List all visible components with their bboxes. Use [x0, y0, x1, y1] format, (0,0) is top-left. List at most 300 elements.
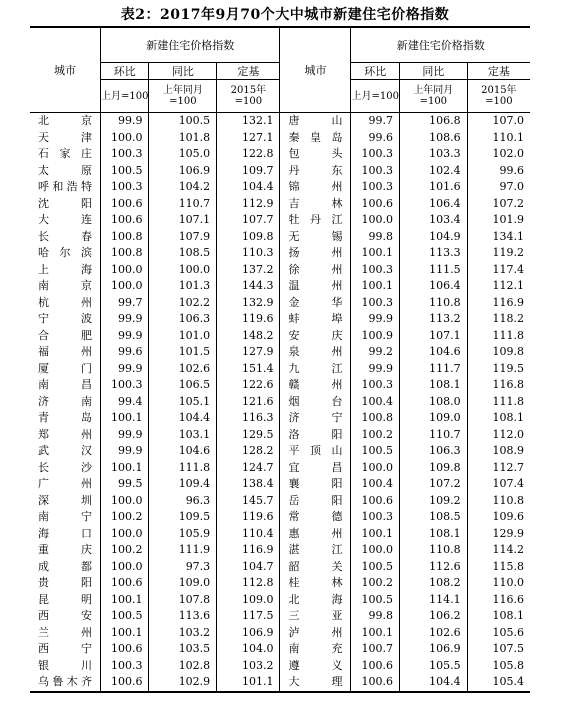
- index-value: 132.9: [217, 295, 280, 312]
- index-value: 99.5: [101, 476, 149, 493]
- index-value: 107.8: [149, 592, 217, 609]
- city-name: 秦皇岛: [280, 130, 351, 147]
- index-value: 101.9: [467, 212, 530, 229]
- city-name: 九江: [280, 361, 351, 378]
- table-row: [30, 278, 530, 295]
- index-value: 99.6: [467, 163, 530, 180]
- city-name: 泸州: [280, 625, 351, 642]
- index-value: 111.8: [149, 460, 217, 477]
- index-value: 102.6: [149, 361, 217, 378]
- index-value: 100.5: [149, 113, 217, 130]
- index-value: 107.2: [399, 476, 467, 493]
- city-name: 深圳: [38, 493, 92, 507]
- city-name: 昆明: [38, 592, 92, 606]
- index-value: 99.9: [101, 328, 149, 345]
- index-value: 100.8: [351, 410, 399, 427]
- city-name: 沈阳: [38, 196, 92, 210]
- table-row: [30, 344, 530, 361]
- index-value: 114.2: [467, 542, 530, 559]
- index-value: 100.2: [101, 542, 149, 559]
- index-value: 105.6: [467, 625, 530, 642]
- index-value: 128.2: [217, 443, 280, 460]
- index-value: 122.6: [217, 377, 280, 394]
- city-name: 烟台: [280, 394, 351, 411]
- index-value: 100.6: [101, 674, 149, 692]
- index-value: 104.2: [149, 179, 217, 196]
- index-value: 138.4: [217, 476, 280, 493]
- city-name: 青岛: [38, 411, 92, 424]
- index-value: 100.3: [351, 262, 399, 279]
- index-value: 100.9: [351, 328, 399, 345]
- index-value: 103.2: [217, 658, 280, 675]
- table-row: [30, 163, 530, 180]
- index-value: 109.2: [399, 493, 467, 510]
- index-value: 99.8: [351, 608, 399, 625]
- index-value: 116.9: [217, 542, 280, 559]
- table-row: [30, 460, 530, 477]
- table-row: [30, 295, 530, 312]
- index-value: 100.6: [351, 658, 399, 675]
- index-value: 100.5: [351, 592, 399, 609]
- table-row: [30, 575, 530, 592]
- index-value: 100.1: [101, 460, 149, 477]
- sub-yoy-right: 上年同月=100: [399, 80, 467, 113]
- index-value: 110.8: [399, 295, 467, 312]
- index-value: 117.5: [217, 608, 280, 625]
- index-value: 127.1: [217, 130, 280, 147]
- index-value: 145.7: [217, 493, 280, 510]
- city-name: 丹东: [280, 163, 351, 180]
- index-value: 111.8: [467, 394, 530, 411]
- city-name: 宁波: [38, 312, 92, 325]
- index-value: 100.5: [351, 559, 399, 576]
- index-value: 111.5: [399, 262, 467, 279]
- index-value: 102.2: [149, 295, 217, 312]
- index-value: 99.6: [101, 344, 149, 361]
- table-row: [30, 526, 530, 543]
- index-value: 101.5: [149, 344, 217, 361]
- index-value: 100.6: [351, 196, 399, 213]
- index-value: 107.2: [467, 196, 530, 213]
- index-value: 104.4: [217, 179, 280, 196]
- city-name: 兰州: [38, 625, 92, 639]
- index-value: 109.8: [399, 460, 467, 477]
- index-value: 105.0: [149, 146, 217, 163]
- table-row: [30, 245, 530, 262]
- index-value: 109.4: [149, 476, 217, 493]
- index-value: 109.7: [217, 163, 280, 180]
- city-name: 杭州: [38, 295, 92, 309]
- city-name: 遵义: [280, 658, 351, 675]
- index-value: 100.3: [101, 377, 149, 394]
- index-value: 100.1: [351, 625, 399, 642]
- index-value: 100.6: [101, 641, 149, 658]
- table-row: [30, 625, 530, 642]
- city-name: 重庆: [38, 543, 92, 556]
- index-value: 108.5: [399, 509, 467, 526]
- table-row: [30, 493, 530, 510]
- index-value: 100.0: [101, 526, 149, 543]
- sub-base-left: 2015年=100: [217, 80, 280, 113]
- table-row: [30, 146, 530, 163]
- table-row: [30, 377, 530, 394]
- index-value: 116.8: [467, 377, 530, 394]
- city-name: 乌鲁木齐: [30, 674, 101, 692]
- index-value: 106.9: [217, 625, 280, 642]
- index-value: 100.6: [101, 196, 149, 213]
- city-name: 南宁: [38, 510, 92, 523]
- table-row: [30, 196, 530, 213]
- table-row: [30, 328, 530, 345]
- index-value: 119.2: [467, 245, 530, 262]
- index-value: 105.4: [467, 674, 530, 692]
- index-value: 106.4: [399, 196, 467, 213]
- city-name: 石家庄: [38, 147, 92, 160]
- index-value: 100.5: [101, 163, 149, 180]
- index-value: 119.6: [217, 509, 280, 526]
- index-value: 105.1: [149, 394, 217, 411]
- city-name: 南充: [280, 641, 351, 658]
- table-title: 表2：2017年9月70个大中城市新建住宅价格指数: [120, 7, 450, 23]
- index-value: 101.1: [217, 674, 280, 692]
- index-value: 100.6: [101, 575, 149, 592]
- table-row: [30, 311, 530, 328]
- index-value: 100.6: [351, 674, 399, 692]
- table-row: [30, 361, 530, 378]
- index-value: 151.4: [217, 361, 280, 378]
- index-value: 108.5: [149, 245, 217, 262]
- index-value: 107.1: [399, 328, 467, 345]
- col-mom-right: 环比: [351, 63, 399, 80]
- city-name: 福州: [38, 345, 92, 358]
- index-value: 114.1: [399, 592, 467, 609]
- city-name: 无锡: [280, 229, 351, 246]
- index-value: 103.3: [399, 146, 467, 163]
- index-group-header-right: 新建住宅价格指数: [351, 27, 530, 63]
- city-name: 厦门: [38, 361, 92, 375]
- city-name: 平顶山: [280, 443, 351, 460]
- index-value: 100.3: [351, 163, 399, 180]
- table-row: [30, 542, 530, 559]
- city-name: 牡丹江: [280, 212, 351, 229]
- index-value: 108.1: [399, 526, 467, 543]
- index-value: 112.8: [217, 575, 280, 592]
- index-value: 113.3: [399, 245, 467, 262]
- index-value: 100.5: [351, 443, 399, 460]
- index-value: 106.9: [149, 163, 217, 180]
- index-value: 100.7: [351, 641, 399, 658]
- index-value: 100.3: [101, 658, 149, 675]
- city-name: 大连: [38, 213, 92, 226]
- index-value: 104.4: [399, 674, 467, 692]
- index-value: 100.4: [351, 476, 399, 493]
- index-value: 103.5: [149, 641, 217, 658]
- index-value: 104.6: [399, 344, 467, 361]
- city-name: 常德: [280, 509, 351, 526]
- city-name: 太原: [38, 163, 92, 177]
- index-value: 122.8: [217, 146, 280, 163]
- col-yoy-left: 同比: [149, 63, 217, 80]
- table-row: [30, 608, 530, 625]
- index-value: 99.9: [101, 113, 149, 130]
- index-value: 100.3: [101, 179, 149, 196]
- index-value: 105.8: [467, 658, 530, 675]
- index-value: 108.6: [399, 130, 467, 147]
- index-value: 112.1: [467, 278, 530, 295]
- city-name: 成都: [38, 559, 92, 573]
- city-name: 金华: [280, 295, 351, 312]
- index-value: 106.2: [399, 608, 467, 625]
- index-value: 99.9: [101, 361, 149, 378]
- index-value: 106.4: [399, 278, 467, 295]
- index-value: 100.2: [101, 509, 149, 526]
- city-name: 洛阳: [280, 427, 351, 444]
- table-row: [30, 394, 530, 411]
- col-base-left: 定基: [217, 63, 280, 80]
- index-value: 100.1: [101, 625, 149, 642]
- city-name: 南昌: [38, 378, 92, 391]
- city-name: 武汉: [38, 444, 92, 457]
- city-name: 北京: [38, 114, 92, 127]
- city-name: 惠州: [280, 526, 351, 543]
- city-name: 蚌埠: [280, 311, 351, 328]
- index-value: 106.8: [399, 113, 467, 130]
- index-value: 109.6: [467, 509, 530, 526]
- index-value: 100.6: [101, 212, 149, 229]
- city-name: 银川: [38, 658, 92, 672]
- index-value: 100.1: [101, 410, 149, 427]
- index-value: 111.9: [149, 542, 217, 559]
- index-value: 144.3: [217, 278, 280, 295]
- city-name: 合肥: [38, 328, 92, 342]
- city-name: 呼和浩特: [38, 180, 92, 193]
- city-name: 锦州: [280, 179, 351, 196]
- index-value: 109.0: [399, 410, 467, 427]
- index-value: 100.0: [101, 262, 149, 279]
- table-row: [30, 229, 530, 246]
- index-value: 121.6: [217, 394, 280, 411]
- index-value: 99.9: [101, 311, 149, 328]
- index-value: 107.4: [467, 476, 530, 493]
- index-value: 99.8: [351, 229, 399, 246]
- index-value: 100.0: [149, 262, 217, 279]
- table-row: [30, 476, 530, 493]
- index-value: 116.9: [467, 295, 530, 312]
- index-value: 112.0: [467, 427, 530, 444]
- index-value: 100.8: [101, 245, 149, 262]
- city-name: 岳阳: [280, 493, 351, 510]
- index-value: 106.5: [149, 377, 217, 394]
- index-value: 100.1: [101, 592, 149, 609]
- city-name: 扬州: [280, 245, 351, 262]
- index-value: 101.0: [149, 328, 217, 345]
- price-index-table: [30, 26, 530, 693]
- city-header-left: 城市: [30, 27, 101, 113]
- col-base-right: 定基: [467, 63, 530, 80]
- index-value: 104.9: [399, 229, 467, 246]
- index-value: 116.3: [217, 410, 280, 427]
- city-name: 济南: [38, 394, 92, 408]
- index-value: 100.1: [351, 526, 399, 543]
- index-value: 113.2: [399, 311, 467, 328]
- index-value: 100.4: [351, 394, 399, 411]
- city-name: 北海: [280, 592, 351, 609]
- index-value: 100.8: [101, 229, 149, 246]
- index-value: 134.1: [467, 229, 530, 246]
- index-value: 102.4: [399, 163, 467, 180]
- index-value: 108.9: [467, 443, 530, 460]
- index-value: 109.0: [149, 575, 217, 592]
- index-value: 102.0: [467, 146, 530, 163]
- index-value: 107.9: [149, 229, 217, 246]
- index-value: 110.7: [149, 196, 217, 213]
- city-name: 大理: [280, 674, 351, 692]
- index-value: 100.2: [351, 427, 399, 444]
- city-name: 哈尔滨: [38, 246, 92, 259]
- index-value: 106.3: [399, 443, 467, 460]
- city-header-right: 城市: [280, 27, 351, 113]
- index-value: 111.8: [467, 328, 530, 345]
- city-name: 济宁: [280, 410, 351, 427]
- city-name: 赣州: [280, 377, 351, 394]
- index-value: 99.9: [351, 311, 399, 328]
- index-value: 109.8: [217, 229, 280, 246]
- city-name: 贵阳: [38, 576, 92, 589]
- table-body: [30, 113, 530, 692]
- index-value: 109.8: [467, 344, 530, 361]
- index-value: 100.2: [351, 575, 399, 592]
- index-value: 107.5: [467, 641, 530, 658]
- index-value: 103.1: [149, 427, 217, 444]
- index-value: 124.7: [217, 460, 280, 477]
- index-value: 101.6: [399, 179, 467, 196]
- index-value: 105.9: [149, 526, 217, 543]
- index-value: 99.4: [101, 394, 149, 411]
- index-value: 104.0: [217, 641, 280, 658]
- table-row: [30, 130, 530, 147]
- index-value: 103.4: [399, 212, 467, 229]
- table-row: [30, 443, 530, 460]
- index-value: 107.1: [149, 212, 217, 229]
- index-value: 119.6: [217, 311, 280, 328]
- index-value: 129.5: [217, 427, 280, 444]
- index-value: 127.9: [217, 344, 280, 361]
- table-row: [30, 658, 530, 675]
- index-value: 100.0: [101, 559, 149, 576]
- table-row: [30, 592, 530, 609]
- index-value: 99.2: [351, 344, 399, 361]
- index-value: 100.5: [101, 608, 149, 625]
- index-value: 97.3: [149, 559, 217, 576]
- index-value: 100.0: [351, 460, 399, 477]
- index-value: 101.8: [149, 130, 217, 147]
- index-value: 97.0: [467, 179, 530, 196]
- index-value: 102.6: [399, 625, 467, 642]
- table-row: [30, 212, 530, 229]
- index-value: 112.9: [217, 196, 280, 213]
- index-value: 110.1: [467, 130, 530, 147]
- index-value: 112.7: [467, 460, 530, 477]
- index-value: 110.3: [217, 245, 280, 262]
- table-row: [30, 427, 530, 444]
- col-mom-left: 环比: [101, 63, 149, 80]
- index-value: 100.0: [351, 542, 399, 559]
- index-value: 108.1: [467, 410, 530, 427]
- index-value: 132.1: [217, 113, 280, 130]
- index-value: 108.0: [399, 394, 467, 411]
- index-value: 108.2: [399, 575, 467, 592]
- index-value: 111.7: [399, 361, 467, 378]
- table-row: [30, 559, 530, 576]
- index-value: 100.3: [351, 179, 399, 196]
- index-value: 99.9: [101, 427, 149, 444]
- index-value: 106.3: [149, 311, 217, 328]
- col-yoy-right: 同比: [399, 63, 467, 80]
- sub-mom-left: 上月=100: [101, 80, 149, 113]
- city-name: 唐山: [280, 113, 351, 130]
- index-value: 100.1: [351, 245, 399, 262]
- index-value: 106.9: [399, 641, 467, 658]
- index-value: 110.4: [217, 526, 280, 543]
- index-value: 107.7: [217, 212, 280, 229]
- city-name: 郑州: [38, 427, 92, 441]
- city-name: 韶关: [280, 559, 351, 576]
- city-name: 包头: [280, 146, 351, 163]
- index-value: 105.5: [399, 658, 467, 675]
- index-value: 104.4: [149, 410, 217, 427]
- table-row: [30, 641, 530, 658]
- index-value: 118.2: [467, 311, 530, 328]
- city-name: 吉林: [280, 196, 351, 213]
- index-value: 100.3: [351, 146, 399, 163]
- index-value: 110.7: [399, 427, 467, 444]
- index-value: 112.6: [399, 559, 467, 576]
- city-name: 温州: [280, 278, 351, 295]
- index-value: 129.9: [467, 526, 530, 543]
- city-name: 泉州: [280, 344, 351, 361]
- table-row: [30, 262, 530, 279]
- index-value: 110.8: [467, 493, 530, 510]
- index-value: 117.4: [467, 262, 530, 279]
- index-value: 99.6: [351, 130, 399, 147]
- index-value: 115.8: [467, 559, 530, 576]
- city-name: 徐州: [280, 262, 351, 279]
- table-row: [30, 674, 530, 692]
- index-value: 102.9: [149, 674, 217, 692]
- index-value: 110.0: [467, 575, 530, 592]
- city-name: 上海: [38, 262, 92, 276]
- index-value: 100.0: [101, 493, 149, 510]
- index-value: 100.3: [351, 377, 399, 394]
- city-name: 南京: [38, 279, 92, 292]
- index-value: 148.2: [217, 328, 280, 345]
- index-value: 99.9: [351, 361, 399, 378]
- index-value: 116.6: [467, 592, 530, 609]
- index-value: 100.0: [101, 130, 149, 147]
- index-value: 108.1: [467, 608, 530, 625]
- city-name: 三亚: [280, 608, 351, 625]
- city-name: 广州: [38, 477, 92, 490]
- sub-yoy-left: 上年同月=100: [149, 80, 217, 113]
- index-value: 100.1: [351, 278, 399, 295]
- city-name: 安庆: [280, 328, 351, 345]
- city-name: 桂林: [280, 575, 351, 592]
- index-value: 99.7: [351, 113, 399, 130]
- index-value: 100.3: [351, 509, 399, 526]
- city-name: 西安: [38, 609, 92, 622]
- index-value: 109.0: [217, 592, 280, 609]
- index-value: 102.8: [149, 658, 217, 675]
